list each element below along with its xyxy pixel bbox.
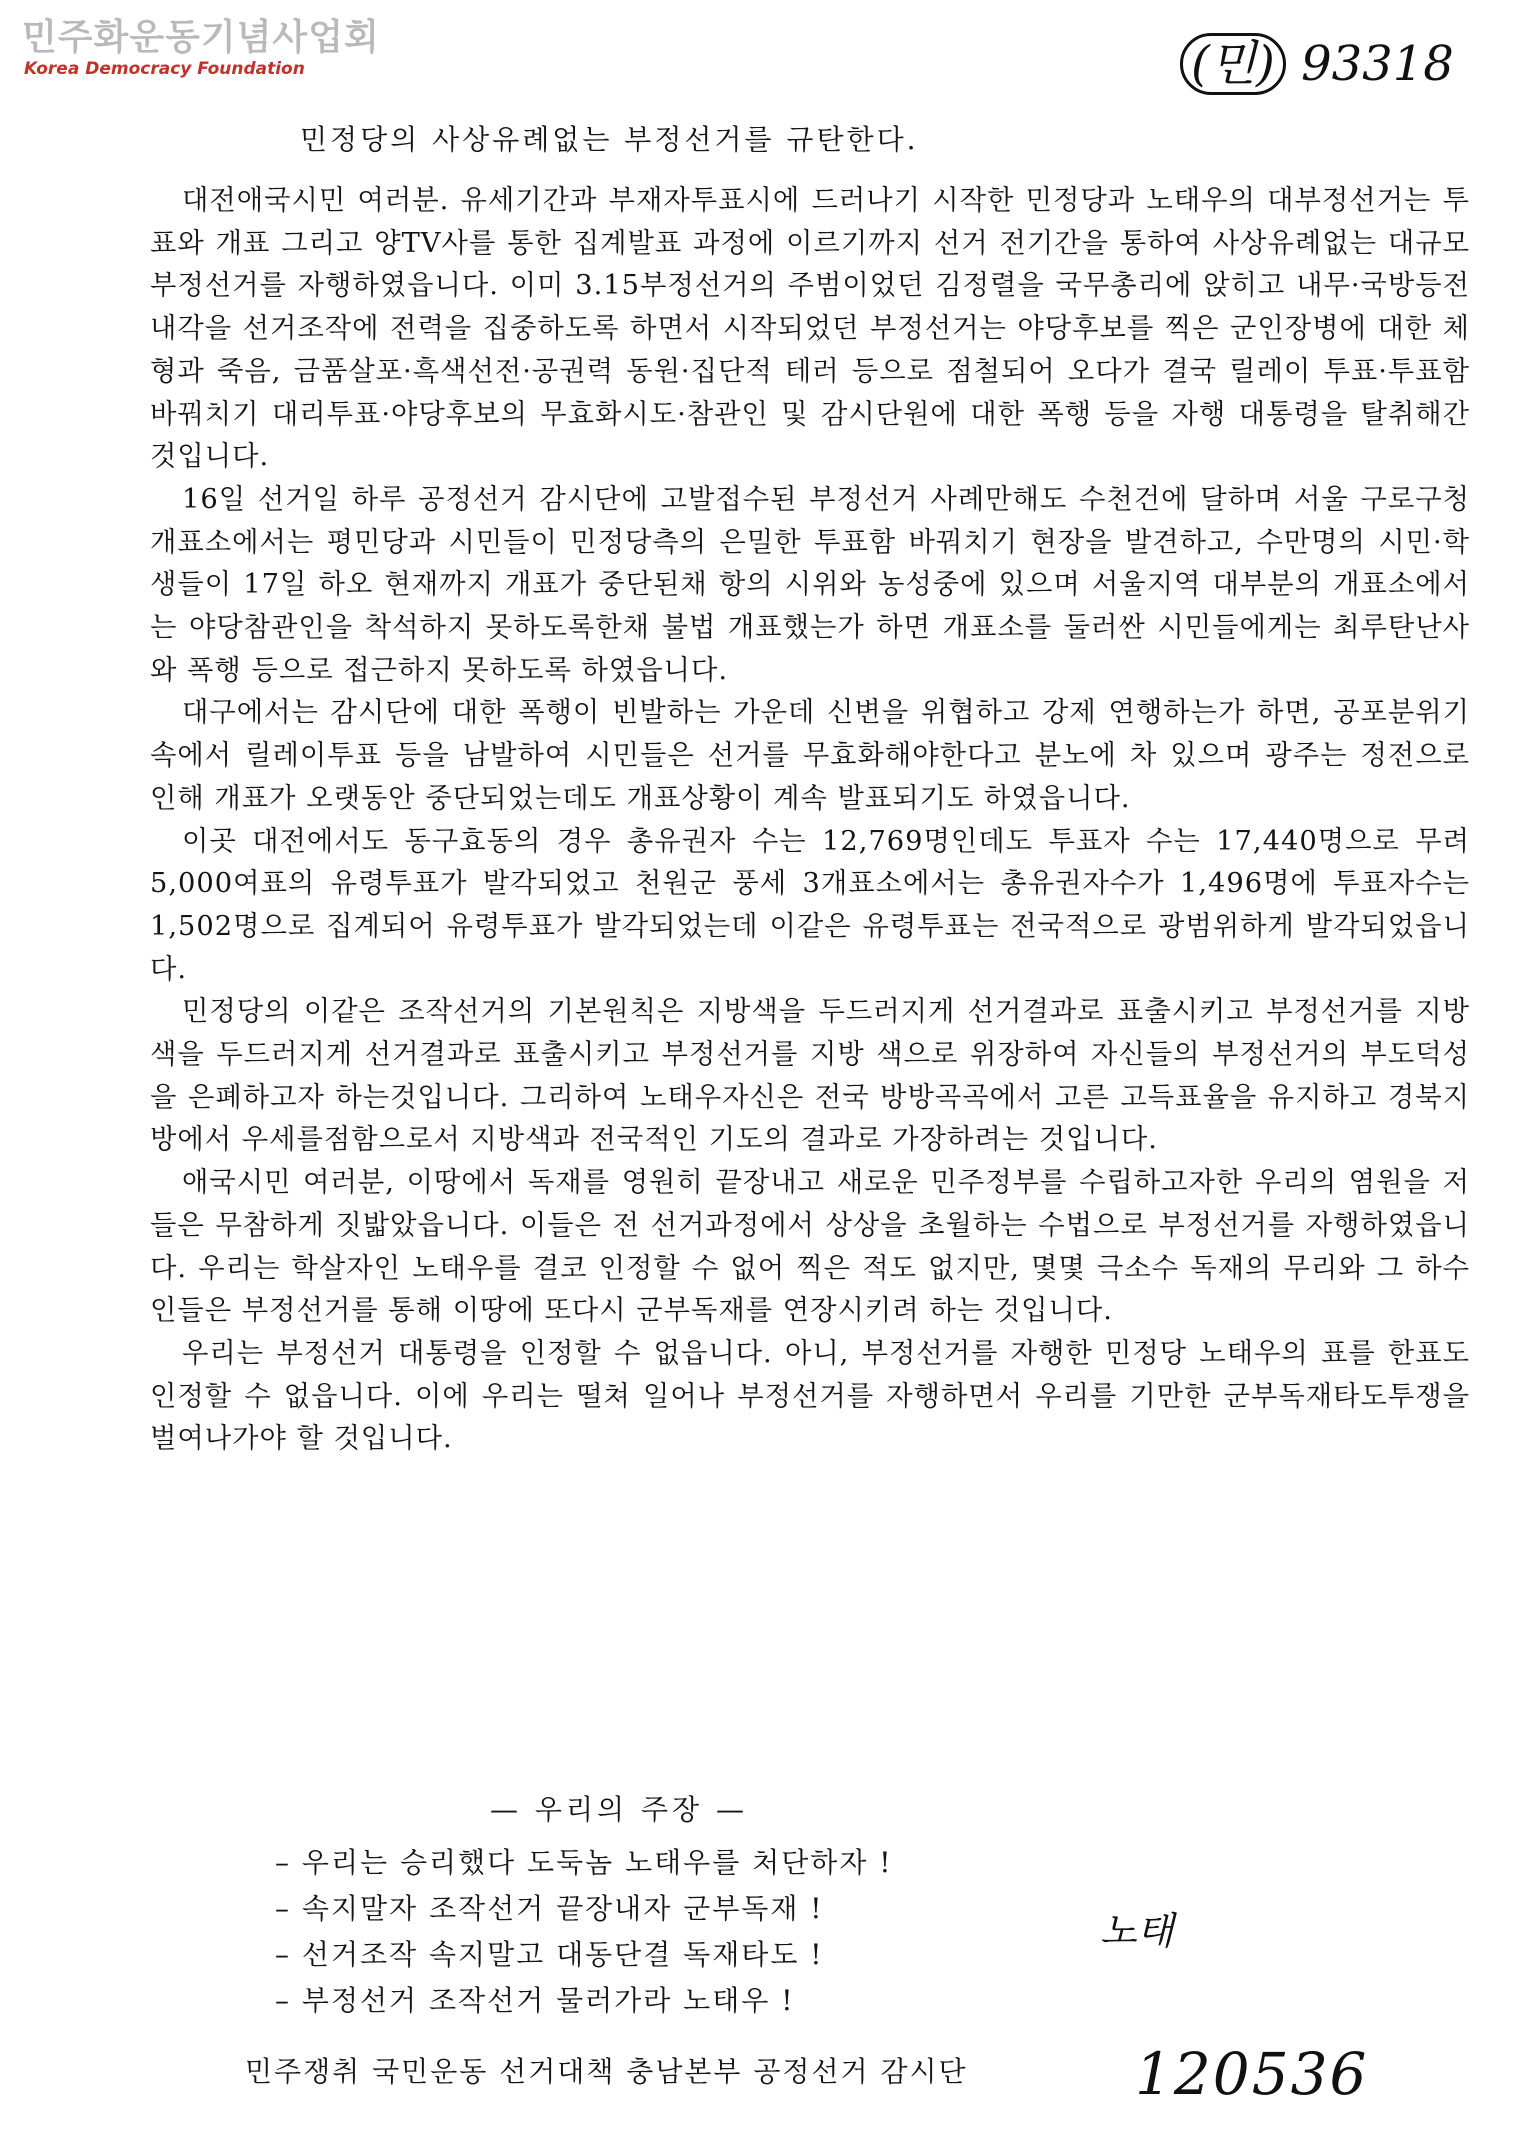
archive-stamp-number: 120536 <box>1135 2040 1369 2108</box>
paragraph: 대구에서는 감시단에 대한 폭행이 빈발하는 가운데 신변을 위협하고 강제 연행하는가 하면, 공포분위기 속에서 릴레이투표 등을 남발하여 시민들은 선거를 무효화해야한다고 분노에 차 있으며 광주는 정전으로 인해 개표가 오랫동안 중단되었는데도 개표상황이 계속 발표되기도 하였읍니다. <box>150 697 1470 814</box>
paragraph: 16일 선거일 하루 공정선거 감시단에 고발접수된 부정선거 사례만해도 수천건에 달하며 서울 구로구청 개표소에서는 평민당과 시민들이 민정당측의 은밀한 투표함 바꿔치기 현장을 발견하고, 수만명의 시민·학생들이 17일 하오 현재까지 개표가 중단된채 항의 시위와 농성중에 있으며 서울지역 대부분의 개표소에서는 야당참관인을 착석하지 못하도록한채 불법 개표했는가 하면 개표소를 둘러싼 시민들에게는 최루탄난사와 폭행 등으로 접근하지 못하도록 하였읍니다. <box>150 483 1470 686</box>
claims-heading: — 우리의 주장 — <box>490 1793 748 1826</box>
paragraph: 우리는 부정선거 대통령을 인정할 수 없읍니다. 아니, 부정선거를 자행한 민정당 노태우의 표를 한표도 인정할 수 없읍니다. 이에 우리는 떨쳐 일어나 부정선거를 자행하면서 우리를 기만한 군부독재타도투쟁을 벌여나가야 할 것입니다. <box>150 1337 1470 1455</box>
slogan-item: – 우리는 승리했다 도둑놈 노태우를 처단하자 ! <box>275 1846 893 1879</box>
document-number-prefix: (민) <box>1180 33 1286 95</box>
document-body <box>150 180 1470 1461</box>
watermark <box>22 18 380 80</box>
slogan-item: – 부정선거 조작선거 물러가라 노태우 ! <box>275 1984 795 2017</box>
paragraph: 이곳 대전에서도 동구효동의 경우 총유권자 수는 12,769명인데도 투표자 수는 17,440명으로 무려 5,000여표의 유령투표가 발각되었고 천원군 풍세 3개표소에서는 총유권자수가 1,496명에 투표자수는 1,502명으로 집계되어 유령투표가 발각되었는데 이같은 유령투표는 전국적으로 광범위하게 발각되었읍니다. <box>150 825 1470 985</box>
document-number <box>1180 25 1454 94</box>
issuer-footer: 민주쟁취 국민운동 선거대책 충남본부 공정선거 감시단 <box>245 2055 968 2088</box>
watermark-english: Korea Democracy Foundation <box>24 59 305 79</box>
paragraph: 애국시민 여러분, 이땅에서 독재를 영원히 끝장내고 새로운 민주정부를 수립하고자한 우리의 염원을 저들은 무참하게 짓밟았읍니다. 이들은 전 선거과정에서 상상을 초월하는 수법으로 부정선거를 자행하였읍니다. 우리는 학살자인 노태우를 결코 인정할 수 없어 찍은 적도 없지만, 몇몇 극소수 독재의 무리와 그 하수인들은 부정선거를 통해 이땅에 또다시 군부독재를 연장시키려 하는 것입니다. <box>150 1167 1470 1327</box>
watermark-korean: 민주화운동기념사업회 <box>22 17 380 58</box>
slogan-item: – 속지말자 조작선거 끝장내자 군부독재 ! <box>275 1892 824 1925</box>
slogan-item: – 선거조작 속지말고 대동단결 독재타도 ! <box>275 1938 824 1971</box>
document-title: 민정당의 사상유례없는 부정선거를 규탄한다. <box>300 123 919 156</box>
handwritten-signature: 노태 <box>1100 1909 1174 1953</box>
document-number-value: 93318 <box>1301 36 1454 92</box>
paragraph: 대전애국시민 여러분. 유세기간과 부재자투표시에 드러나기 시작한 민정당과 노태우의 대부정선거는 투표와 개표 그리고 양TV사를 통한 집계발표 과정에 이르기까지 선거 전기간을 통하여 사상유례없는 대규모 부정선거를 자행하였읍니다. 이미 3.15부정선거의 주범이었던 김정렬을 국무총리에 앉히고 내무·국방등전내각을 선거조작에 전력을 집중하도록 하면서 시작되었던 부정선거는 야당후보를 찍은 군인장병에 대한 체형과 죽음, 금품살포·흑색선전·공권력 동원·집단적 테러 등으로 점철되어 오다가 결국 릴레이 투표·투표함바꿔치기 대리투표·야당후보의 무효화시도·참관인 및 감시단원에 대한 폭행 등을 자행 대통령을 탈취해간 것입니다. <box>150 185 1470 473</box>
slogan-list <box>275 1840 893 2024</box>
paragraph: 민정당의 이같은 조작선거의 기본원칙은 지방색을 두드러지게 선거결과로 표출시키고 부정선거를 지방 색을 두드러지게 선거결과로 표출시키고 부정선거를 지방 색으로 위장하여 자신들의 부정선거의 부도덕성을 은폐하고자 하는것입니다. 그리하여 노태우자신은 전국 방방곡곡에서 고른 고득표율을 유지하고 경북지방에서 우세를점함으로서 지방색과 전국적인 기도의 결과로 가장하려는 것입니다. <box>150 996 1470 1156</box>
